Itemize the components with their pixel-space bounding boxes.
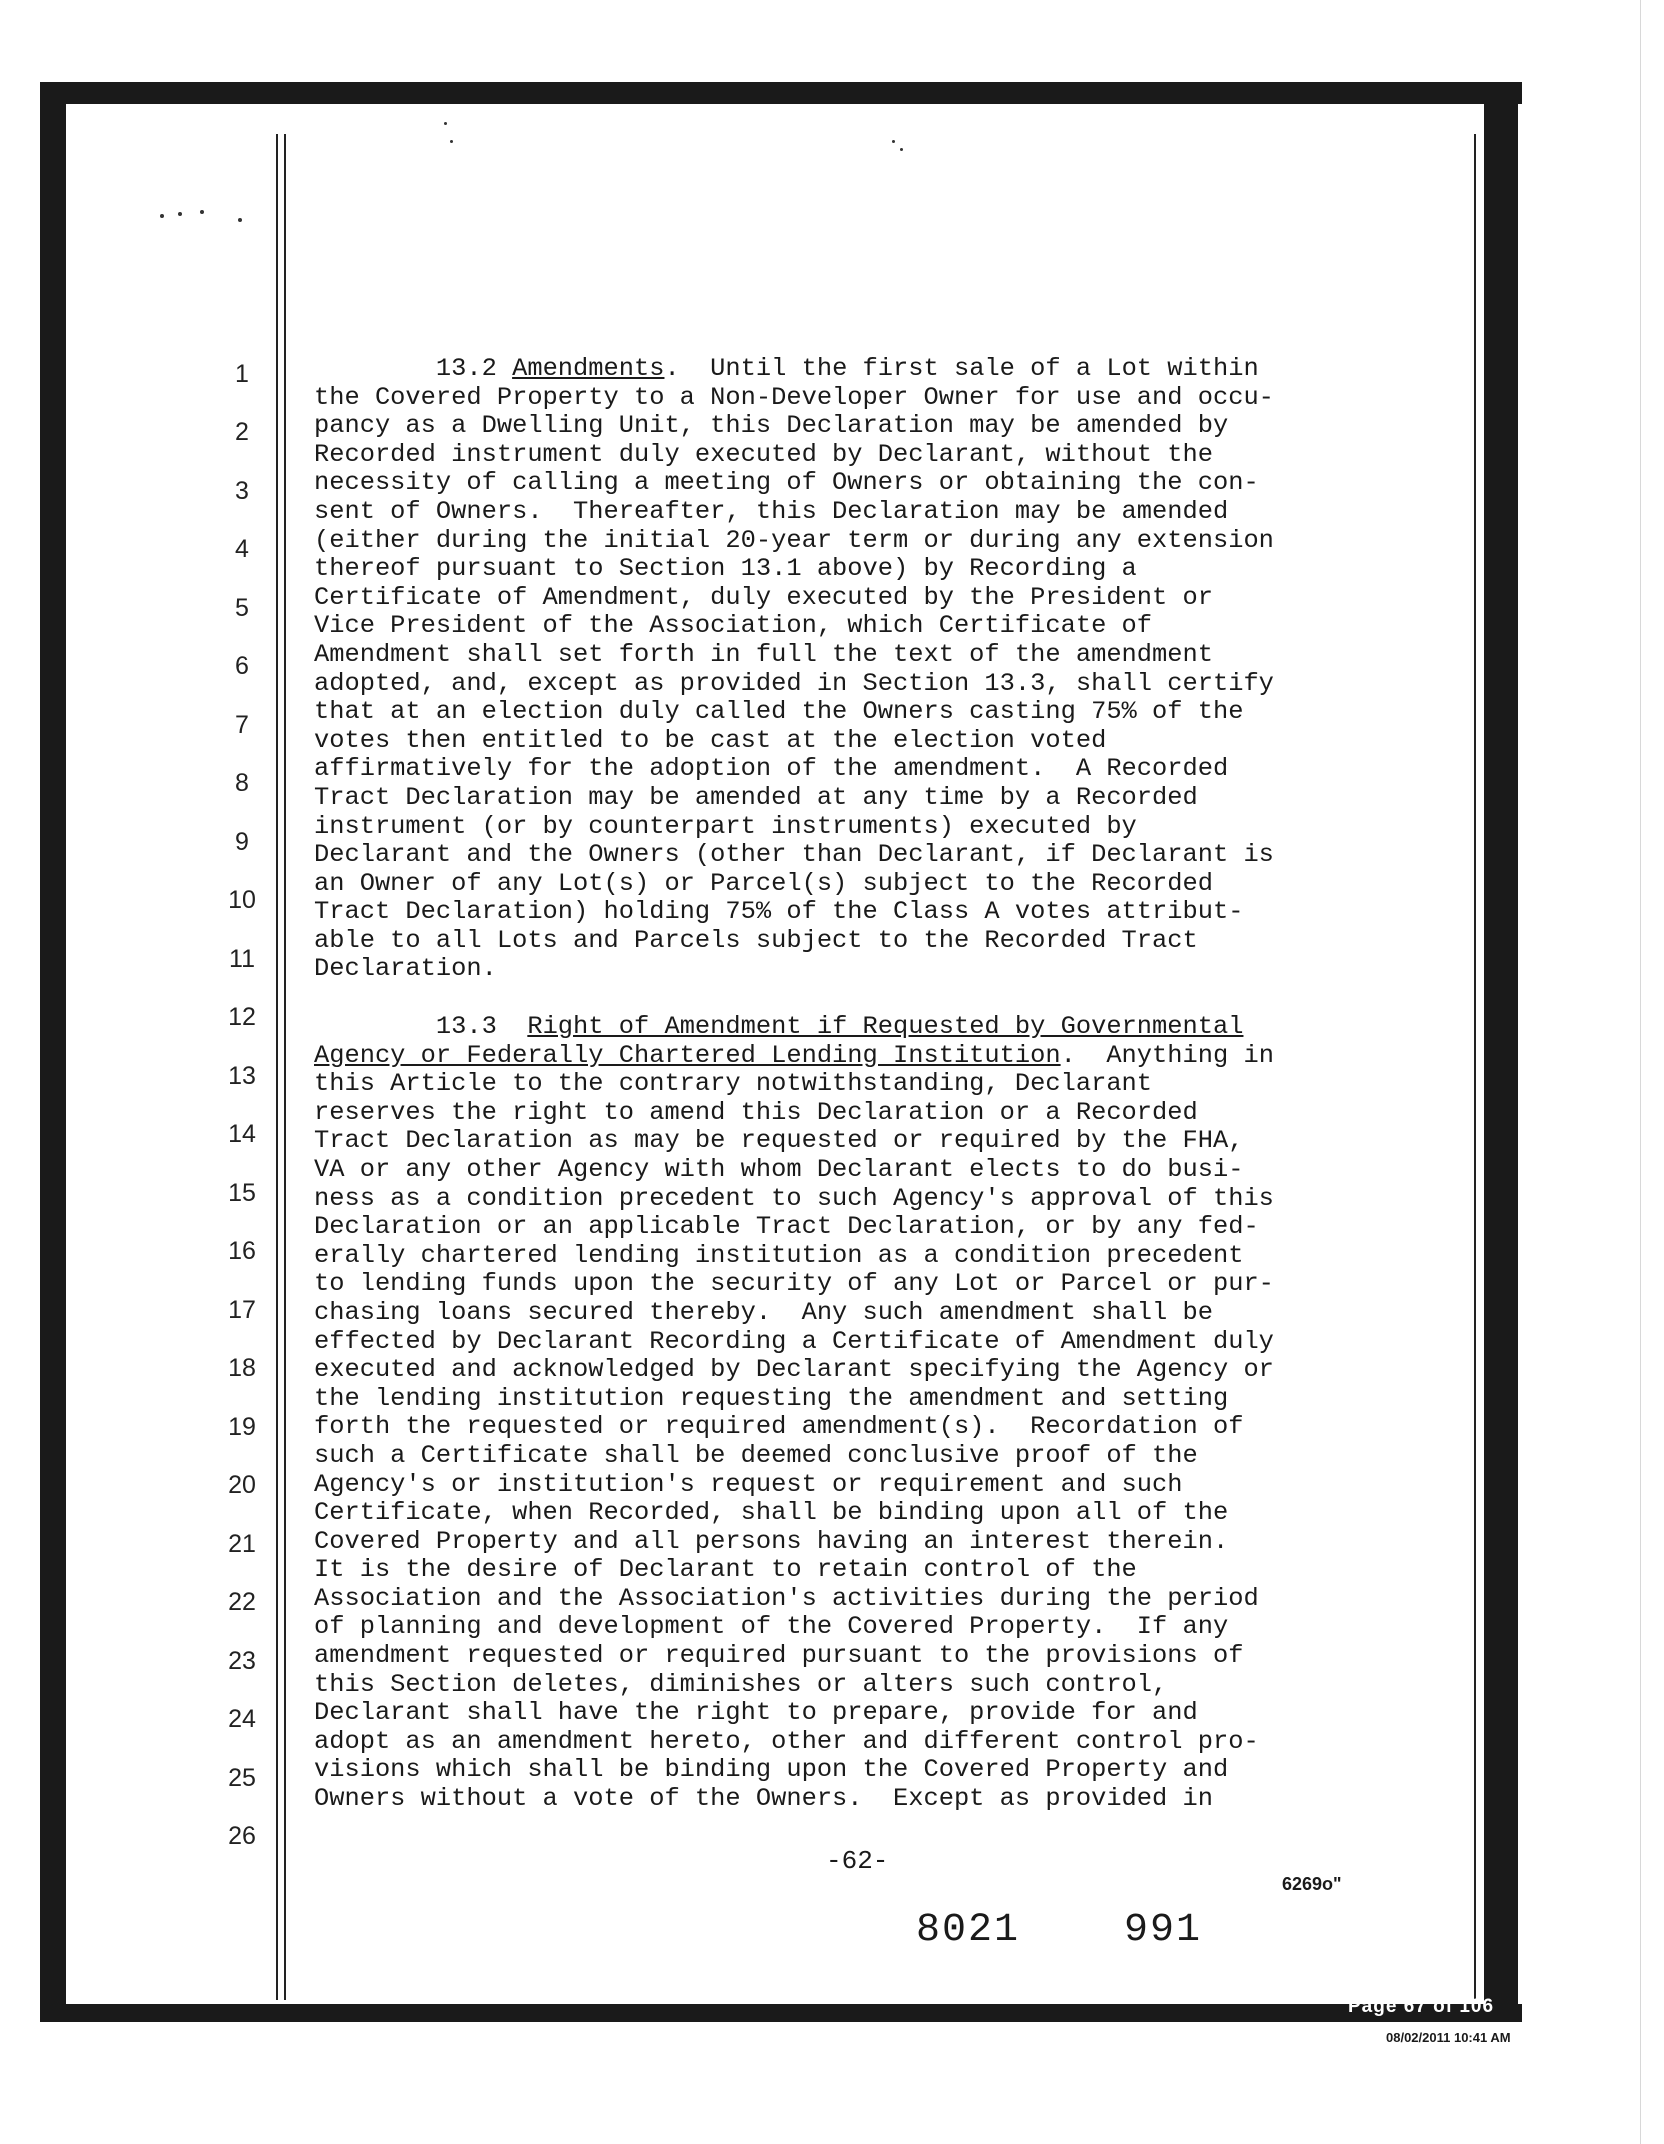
text-line: (either during the initial 20-year term or during any extension bbox=[314, 525, 1274, 555]
section-number: 13.2 bbox=[314, 354, 513, 383]
text-line: affirmatively for the adoption of the amendment. A Recorded bbox=[314, 754, 1229, 784]
section-13-2-amendments bbox=[314, 355, 1424, 984]
text-line: Tract Declaration may be amended at any time by a Recorded bbox=[314, 782, 1198, 812]
text-line: effected by Declarant Recording a Certificate of Amendment duly bbox=[314, 1326, 1274, 1356]
text-line: It is the desire of Declarant to retain control of the bbox=[314, 1555, 1137, 1585]
line-number: 17 bbox=[228, 1296, 256, 1324]
line-number: 15 bbox=[228, 1179, 256, 1207]
text-line: Declarant shall have the right to prepare, provide for and bbox=[314, 1698, 1198, 1728]
print-timestamp: 08/02/2011 10:41 AM bbox=[1386, 2030, 1511, 2045]
scan-frame-bottom bbox=[40, 2004, 1522, 2022]
scan-frame-top bbox=[40, 82, 1522, 104]
line-number: 22 bbox=[228, 1588, 256, 1616]
recording-number: 8021 991 bbox=[916, 1908, 1203, 1953]
line-number: 10 bbox=[228, 886, 256, 914]
text-line: Declaration or an applicable Tract Declaration, or by any fed- bbox=[314, 1212, 1259, 1242]
line-number: 16 bbox=[228, 1237, 256, 1265]
scan-speck bbox=[178, 212, 182, 216]
section-number: 13.3 bbox=[314, 1012, 528, 1041]
line-number: 8 bbox=[235, 769, 249, 797]
line-number: 1 bbox=[235, 360, 249, 388]
text-line: Covered Property and all persons having an interest therein. bbox=[314, 1526, 1229, 1556]
text-line: Certificate, when Recorded, shall be binding upon all of the bbox=[314, 1498, 1229, 1528]
scan-speck bbox=[238, 218, 242, 222]
text-line: erally chartered lending institution as a condition precedent bbox=[314, 1240, 1244, 1270]
section-13-3-right-of-amendment bbox=[314, 1013, 1424, 1814]
text-line: votes then entitled to be cast at the election voted bbox=[314, 725, 1107, 755]
scan-speck bbox=[444, 122, 447, 125]
text-line bbox=[314, 355, 1424, 384]
text-line: necessity of calling a meeting of Owners or obtaining the con- bbox=[314, 468, 1259, 498]
page-number: -62- bbox=[826, 1846, 889, 1876]
section-heading: Right of Amendment if Requested by Governmental bbox=[527, 1012, 1244, 1041]
line-number: 2 bbox=[235, 418, 249, 446]
text-line: Agency's or institution's request or requirement and such bbox=[314, 1469, 1183, 1499]
scan-speck bbox=[160, 214, 164, 218]
text-line: amendment requested or required pursuant to the provisions of bbox=[314, 1641, 1244, 1671]
text-line: chasing loans secured thereby. Any such amendment shall be bbox=[314, 1297, 1213, 1327]
text-line: this Article to the contrary notwithstanding, Declarant bbox=[314, 1069, 1153, 1099]
line-number: 20 bbox=[228, 1471, 256, 1499]
text-line: Owners without a vote of the Owners. Except as provided in bbox=[314, 1784, 1213, 1814]
line-number: 24 bbox=[228, 1705, 256, 1733]
line-number: 19 bbox=[228, 1413, 256, 1441]
margin-rule-left-1 bbox=[276, 134, 278, 2000]
text-line: of planning and development of the Covered Property. If any bbox=[314, 1612, 1229, 1642]
line-number: 7 bbox=[235, 711, 249, 739]
text-line: such a Certificate shall be deemed conclusive proof of the bbox=[314, 1440, 1198, 1470]
line-number: 26 bbox=[228, 1822, 256, 1850]
line-number: 14 bbox=[228, 1120, 256, 1148]
line-number: 21 bbox=[228, 1530, 256, 1558]
text-line bbox=[314, 1013, 1424, 1042]
section-heading: Amendments bbox=[512, 354, 665, 383]
scan-speck bbox=[900, 148, 903, 151]
text-line: pancy as a Dwelling Unit, this Declaration may be amended by bbox=[314, 411, 1229, 441]
text-line bbox=[314, 1042, 1424, 1071]
text-line: Association and the Association's activities during the period bbox=[314, 1583, 1259, 1613]
text-line: Vice President of the Association, which Certificate of bbox=[314, 611, 1153, 641]
text-line: able to all Lots and Parcels subject to the Recorded Tract bbox=[314, 925, 1198, 955]
scan-edge-line bbox=[1640, 0, 1641, 2144]
line-number: 12 bbox=[228, 1003, 256, 1031]
line-number: 5 bbox=[235, 594, 249, 622]
text-line: adopt as an amendment hereto, other and different control pro- bbox=[314, 1726, 1259, 1756]
text-line: to lending funds upon the security of any Lot or Parcel or pur- bbox=[314, 1269, 1274, 1299]
text-line: Amendment shall set forth in full the text of the amendment bbox=[314, 639, 1213, 669]
section-text: . Until the first sale of a Lot within bbox=[664, 354, 1259, 383]
line-number: 6 bbox=[235, 652, 249, 680]
line-number: 13 bbox=[228, 1062, 256, 1090]
scan-frame-right bbox=[1484, 82, 1518, 2022]
text-line: that at an election duly called the Owners casting 75% of the bbox=[314, 697, 1244, 727]
line-number: 23 bbox=[228, 1647, 256, 1675]
text-line: Declarant and the Owners (other than Declarant, if Declarant is bbox=[314, 840, 1274, 870]
text-line: instrument (or by counterpart instruments) executed by bbox=[314, 811, 1137, 841]
text-line: ness as a condition precedent to such Agency's approval of this bbox=[314, 1183, 1274, 1213]
text-line: executed and acknowledged by Declarant specifying the Agency or bbox=[314, 1355, 1274, 1385]
text-line: Tract Declaration as may be requested or required by the FHA, bbox=[314, 1126, 1244, 1156]
scan-speck bbox=[200, 210, 204, 214]
text-line: visions which shall be binding upon the Covered Property and bbox=[314, 1755, 1229, 1785]
text-line: Recorded instrument duly executed by Declarant, without the bbox=[314, 439, 1213, 469]
text-line: Certificate of Amendment, duly executed by the President or bbox=[314, 582, 1213, 612]
line-number: 18 bbox=[228, 1354, 256, 1382]
text-line: this Section deletes, diminishes or alters such control, bbox=[314, 1669, 1168, 1699]
line-number: 9 bbox=[235, 828, 249, 856]
scan-speck bbox=[892, 140, 895, 143]
text-line: VA or any other Agency with whom Declarant elects to do busi- bbox=[314, 1154, 1244, 1184]
line-number: 3 bbox=[235, 477, 249, 505]
text-line: sent of Owners. Thereafter, this Declaration may be amended bbox=[314, 496, 1229, 526]
text-line: Tract Declaration) holding 75% of the Class A votes attribut- bbox=[314, 897, 1244, 927]
page-stamp: Page 67 of 106 bbox=[1348, 1996, 1495, 2017]
text-line: an Owner of any Lot(s) or Parcel(s) subject to the Recorded bbox=[314, 868, 1213, 898]
section-heading: Agency or Federally Chartered Lending Institution bbox=[314, 1040, 1061, 1070]
document-code: 6269o" bbox=[1282, 1874, 1342, 1894]
section-text: . Anything in bbox=[1060, 1040, 1274, 1070]
scan-speck bbox=[450, 140, 453, 143]
margin-rule-right bbox=[1474, 134, 1476, 2000]
line-number: 4 bbox=[235, 535, 249, 563]
line-number: 25 bbox=[228, 1764, 256, 1792]
text-line: the Covered Property to a Non-Developer Owner for use and occu- bbox=[314, 382, 1274, 412]
text-line: forth the requested or required amendment(s). Recordation of bbox=[314, 1412, 1244, 1442]
text-line: reserves the right to amend this Declaration or a Recorded bbox=[314, 1097, 1198, 1127]
margin-rule-left-2 bbox=[284, 134, 286, 2000]
text-line: thereof pursuant to Section 13.1 above) by Recording a bbox=[314, 554, 1137, 584]
text-line: Declaration. bbox=[314, 954, 497, 984]
text-line: the lending institution requesting the amendment and setting bbox=[314, 1383, 1229, 1413]
line-number: 11 bbox=[229, 945, 255, 973]
scan-frame-left bbox=[40, 82, 66, 2022]
text-line: adopted, and, except as provided in Section 13.3, shall certify bbox=[314, 668, 1274, 698]
